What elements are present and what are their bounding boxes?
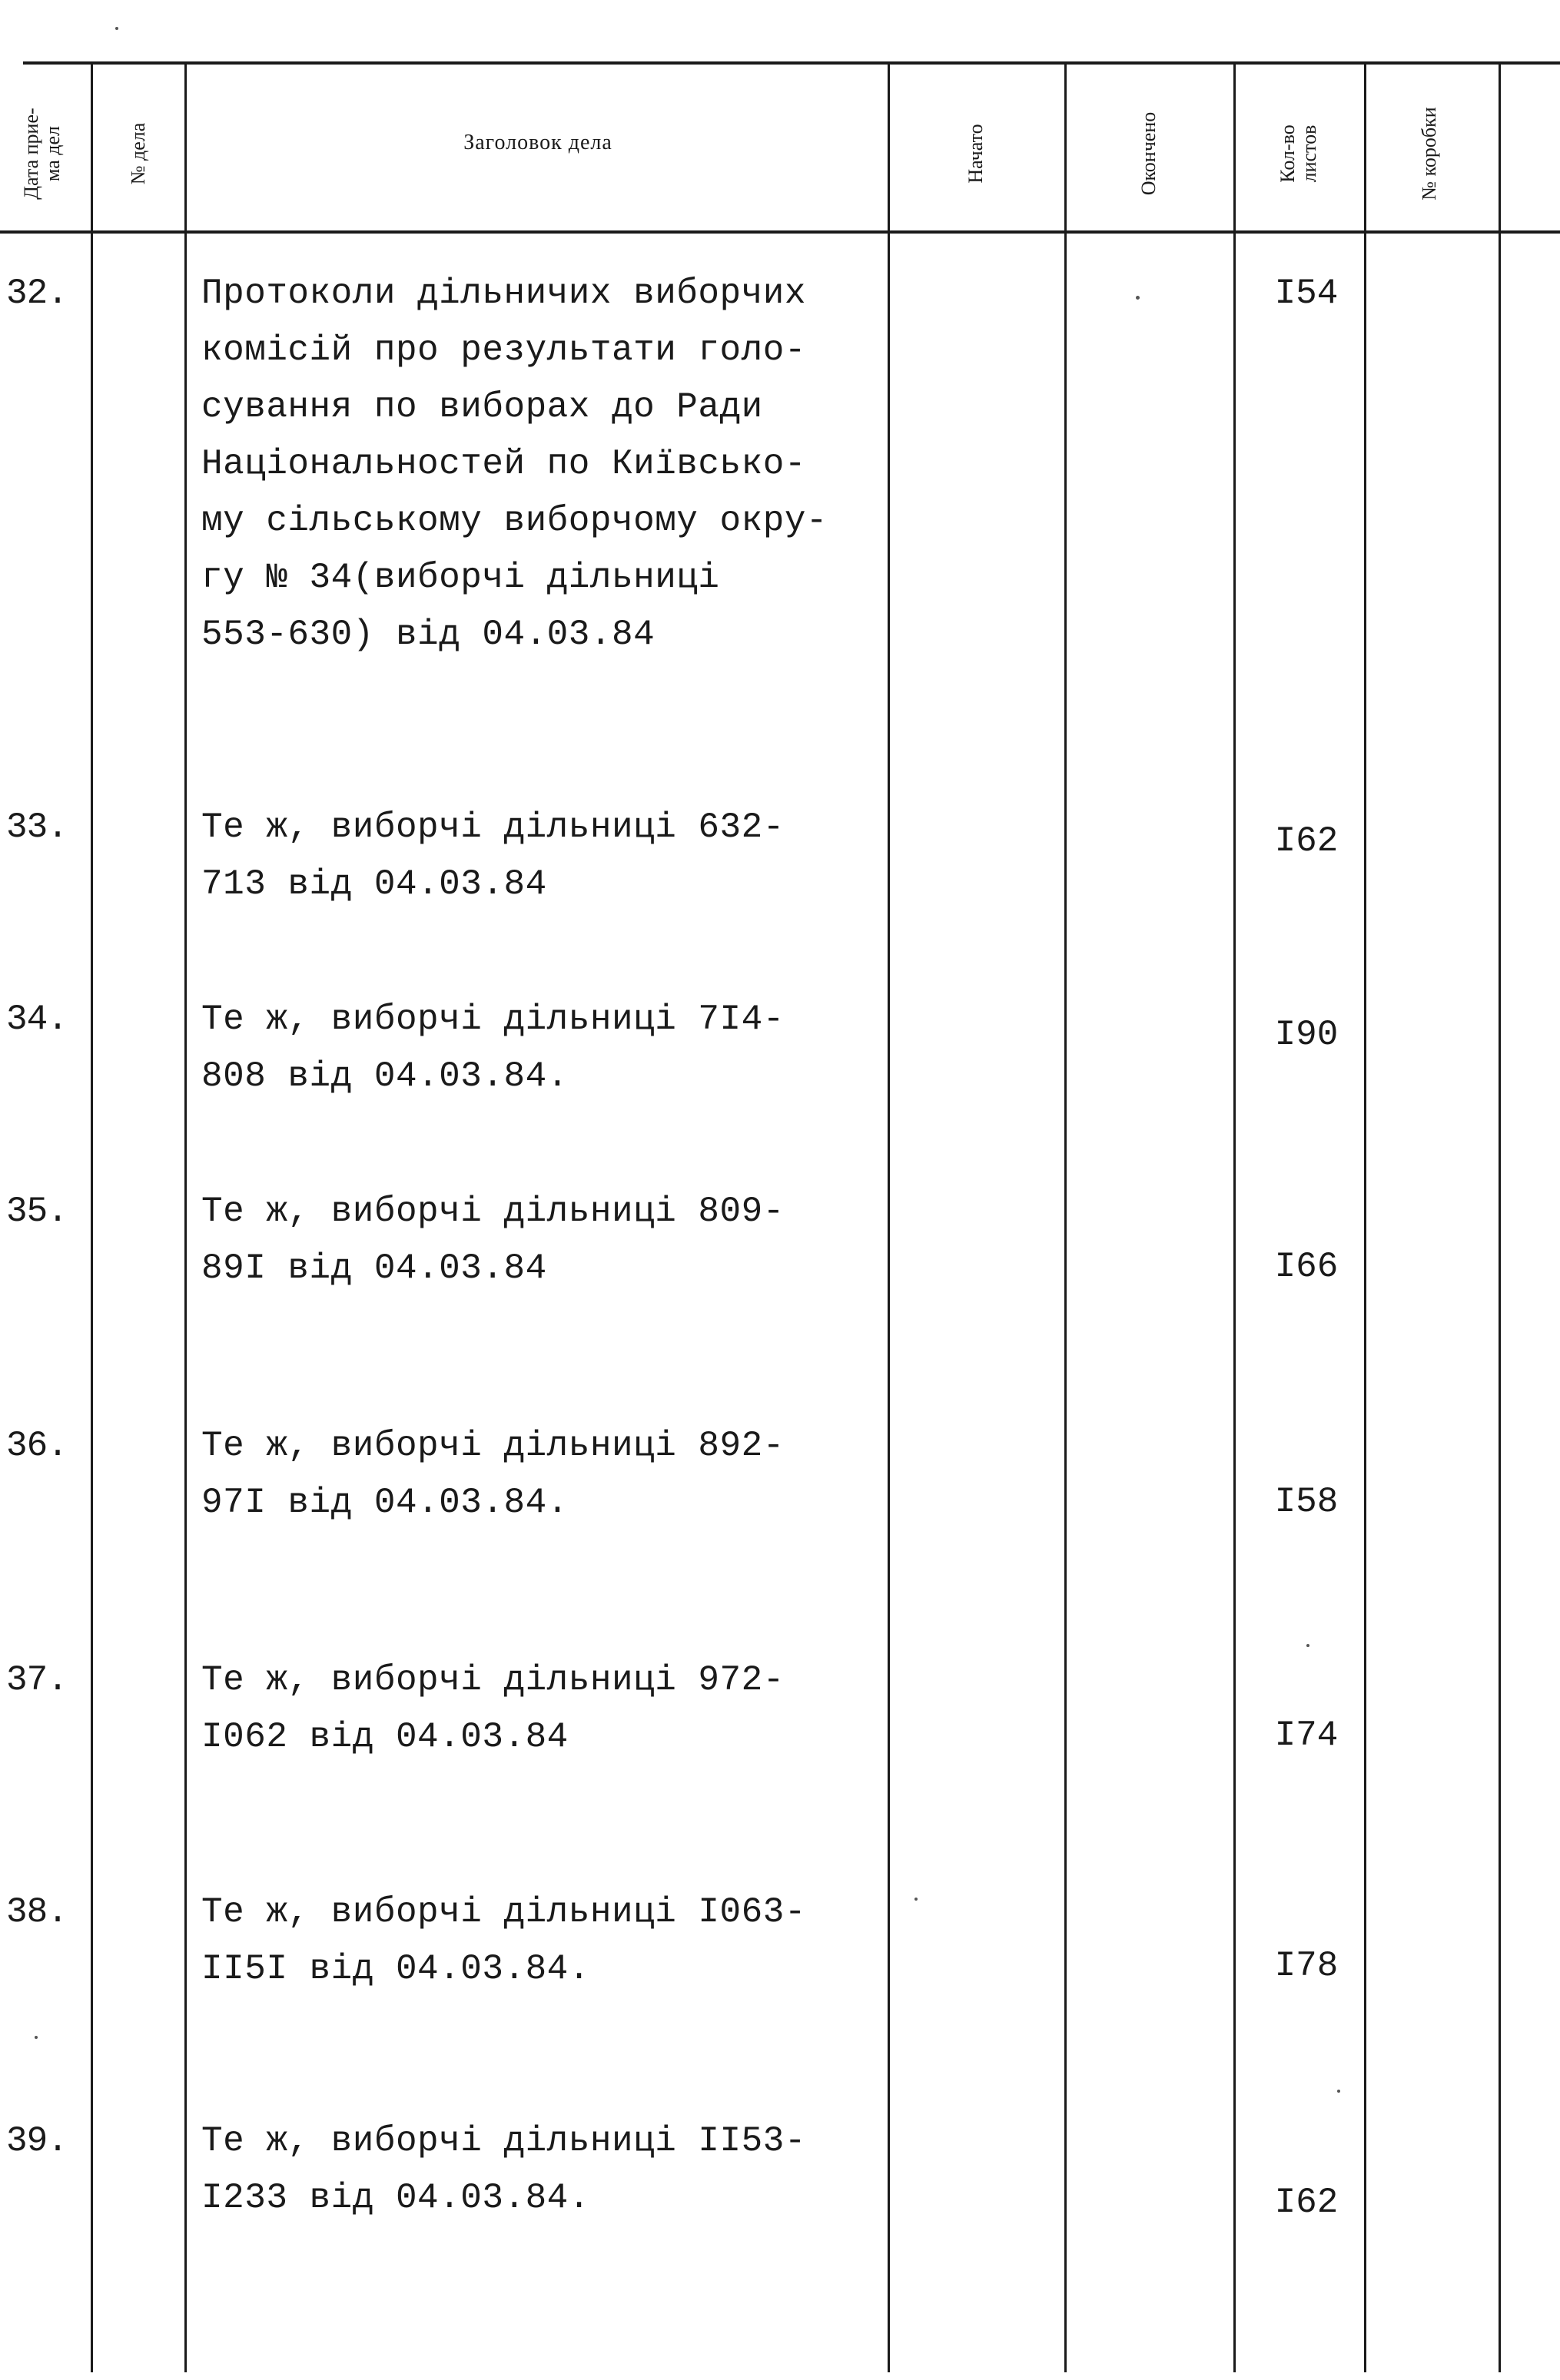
row-date: 36. <box>6 1426 68 1466</box>
row-date: 32. <box>6 273 68 313</box>
scan-speck <box>1337 2090 1340 2093</box>
row-sheets: I62 <box>1274 821 1339 861</box>
row-sheets: I54 <box>1274 273 1339 313</box>
col-divider-start <box>1064 63 1067 2372</box>
row-date: 37. <box>6 1660 68 1700</box>
row-date: 35. <box>6 1192 68 1231</box>
scan-speck <box>115 27 118 30</box>
row-title: Те ж, виборчі дільниці 972- I062 від 04.03.84 <box>201 1660 785 1757</box>
header-box-label: № коробки <box>1418 107 1440 201</box>
col-divider-sheets <box>1364 63 1366 2372</box>
header-bottom-rule <box>0 230 1560 234</box>
header-sheets-label: Кол-во листов <box>1276 124 1320 183</box>
header-date-label: Дата прие- ма дел <box>20 108 64 200</box>
header-end-label: Окончено <box>1137 111 1160 196</box>
row-title: Протоколи дільничих виборчих комісій про результати голо- сування по виборах до Ради Національностей по Київсько- му сільському виборчому окру- гу № 34(виборчі дільниці 553-630) від 04.03.84 <box>201 273 828 655</box>
col-divider-date <box>91 63 93 2372</box>
col-divider-caseno <box>184 63 187 2372</box>
scan-speck <box>1136 296 1140 300</box>
row-date: 39. <box>6 2121 68 2161</box>
header-top-rule <box>23 61 1560 65</box>
row-sheets: I62 <box>1274 2183 1339 2223</box>
row-title: Те ж, виборчі дільниці 7I4- 808 від 04.03.84. <box>201 999 785 1096</box>
col-divider-box <box>1499 63 1501 2372</box>
header-title-label: Заголовок дела <box>463 131 612 154</box>
row-sheets: I78 <box>1274 1946 1339 1986</box>
scan-speck <box>914 1898 918 1901</box>
scan-speck <box>1306 1644 1309 1647</box>
row-title: Те ж, виборчі дільниці II53- I233 від 04.03.84. <box>201 2121 806 2218</box>
row-sheets: I66 <box>1274 1247 1339 1287</box>
row-date: 34. <box>6 999 68 1039</box>
row-title: Те ж, виборчі дільниці 892- 97I від 04.03.84. <box>201 1426 785 1523</box>
col-divider-end <box>1233 63 1236 2372</box>
row-sheets: I58 <box>1274 1482 1339 1522</box>
row-sheets: I90 <box>1274 1015 1339 1055</box>
row-date: 38. <box>6 1892 68 1932</box>
scan-speck <box>35 2036 38 2039</box>
row-date: 33. <box>6 807 68 847</box>
row-sheets: I74 <box>1274 1715 1339 1755</box>
row-title: Те ж, виборчі дільниці 809- 89I від 04.03.84 <box>201 1192 785 1288</box>
row-title: Те ж, виборчі дільниці I063- II5I від 04.03.84. <box>201 1892 806 1989</box>
row-title: Те ж, виборчі дільниці 632- 713 від 04.03.84 <box>201 807 785 904</box>
header-start-label: Начато <box>964 124 987 184</box>
header-case-no-label: № дела <box>127 122 149 185</box>
